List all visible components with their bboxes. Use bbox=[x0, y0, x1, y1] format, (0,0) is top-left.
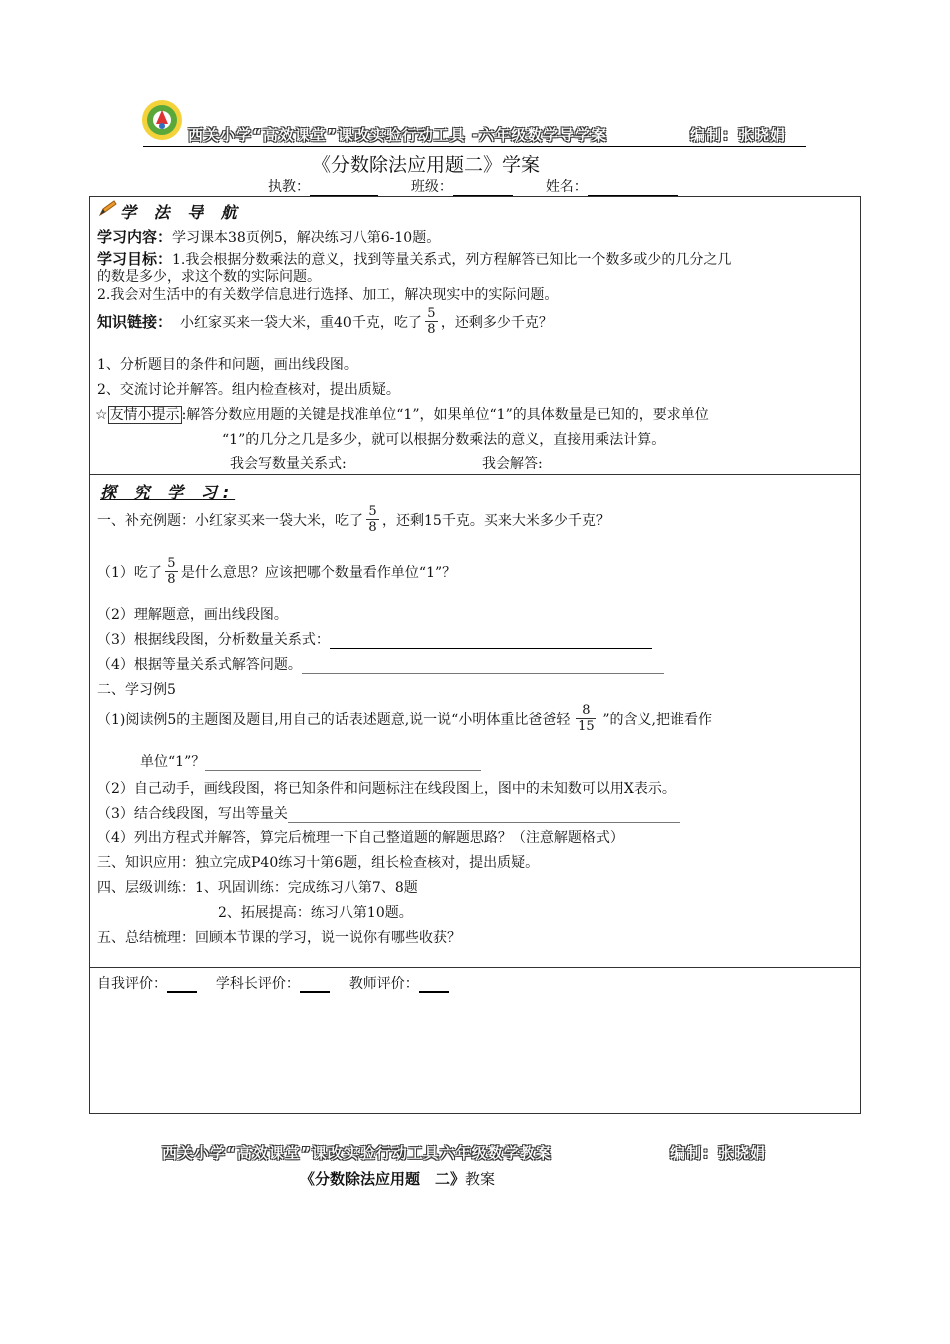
footer-title bbox=[300, 1168, 495, 1189]
step1-text: 1、分析题目的条件和问题，画出线段图。 bbox=[97, 357, 358, 373]
pencil-icon bbox=[98, 199, 118, 221]
p5-text: 五、总结梳理：回顾本节课的学习，说一说你有哪些收获？ bbox=[97, 930, 461, 946]
header-rule bbox=[143, 146, 806, 147]
teacher-label: 执教： bbox=[268, 179, 310, 195]
self-eval-blank[interactable] bbox=[167, 976, 197, 993]
q4-blank[interactable] bbox=[302, 658, 664, 674]
tip-line bbox=[95, 404, 709, 424]
explore-heading: 探 究 学 习: bbox=[100, 483, 236, 502]
goal-label: 学习目标： bbox=[97, 250, 173, 268]
fraction-5-8-c: $\frac{5}{8}$ bbox=[165, 556, 178, 587]
e1-blank[interactable] bbox=[205, 755, 481, 771]
e1-text-b: ”的含义,把谁看作 bbox=[602, 711, 712, 728]
guide-heading: 学 法 导 航 bbox=[120, 203, 243, 222]
row-divider-2 bbox=[89, 967, 861, 968]
q1-text-b: 是什么意思？应该把哪个数量看作单位“1”？ bbox=[180, 564, 457, 581]
content-line bbox=[97, 226, 440, 247]
p3-text: 三、知识应用：独立完成P40练习十第6题，组长检查核对，提出质疑。 bbox=[97, 855, 540, 871]
p4b-text: 2、拓展提高：练习八第10题。 bbox=[218, 905, 413, 921]
e3-blank[interactable] bbox=[288, 807, 680, 823]
teacher-blank[interactable] bbox=[310, 181, 378, 196]
fraction-5-8: $\frac{5}{8}$ bbox=[425, 306, 438, 337]
step2-text: 2、交流讨论并解答。组内检查核对，提出质疑。 bbox=[97, 382, 400, 398]
teacher-eval-blank[interactable] bbox=[419, 976, 449, 993]
q1-text-a: （1）吃了 bbox=[97, 564, 162, 581]
header-editor: 编制：张晓娟 bbox=[690, 126, 787, 144]
name-blank[interactable] bbox=[588, 181, 678, 196]
p2-text: 二、学习例5 bbox=[97, 682, 176, 698]
p1-text-b: ，还剩15千克。买来大米多少千克？ bbox=[382, 512, 610, 529]
school-logo bbox=[140, 98, 184, 142]
p1-line bbox=[97, 504, 610, 535]
teacher-eval-label: 教师评价： bbox=[348, 976, 419, 992]
goal1-text-b: 的数是多少，求这个数的实际问题。 bbox=[97, 269, 321, 285]
e1-line bbox=[97, 703, 712, 734]
footer-title-tail: 教案 bbox=[465, 1170, 496, 1188]
link-label: 知识链接： bbox=[97, 313, 173, 331]
e2-text: （2）自己动手，画线段图，将已知条件和问题标注在线段图上，图中的未知数可以用X表示。 bbox=[97, 781, 676, 797]
fraction-5-8-b: $\frac{5}{8}$ bbox=[366, 504, 379, 535]
content-label: 学习内容： bbox=[97, 228, 173, 246]
footer-editor: 编制：张晓娟 bbox=[670, 1144, 767, 1162]
q1-line bbox=[97, 556, 456, 587]
e1-text-c: 单位“1”？ bbox=[140, 754, 206, 770]
e1-text-a: （1)阅读例5的主题图及题目,用自己的话表述题意,说一说“小明体重比爸爸轻 bbox=[97, 711, 571, 728]
e3-text: （3）结合线段图，写出等量关 bbox=[97, 806, 288, 822]
info-line bbox=[268, 176, 678, 196]
tip-text-a: :解答分数应用题的关键是找准单位“1”，如果单位“1”的具体数量是已知的，要求单位 bbox=[181, 407, 709, 423]
p1-text-a: 一、补充例题：小红家买来一袋大米，吃了 bbox=[97, 512, 363, 529]
page-title: 《分数除法应用题二》学案 bbox=[312, 154, 541, 176]
class-blank[interactable] bbox=[453, 181, 513, 196]
fraction-8-15: $\frac{8}{15}$ bbox=[578, 703, 595, 734]
link-text-b: ，还剩多少千克？ bbox=[440, 314, 553, 331]
q2-text: （2）理解题意，画出线段图。 bbox=[97, 607, 288, 623]
write-relation-label: 我会写数量关系式: bbox=[230, 456, 347, 472]
p4-text: 四、层级训练：1、巩固训练：完成练习八第7、8题 bbox=[97, 880, 418, 896]
name-label: 姓名： bbox=[545, 179, 588, 195]
q4-line bbox=[97, 654, 664, 674]
footer-title-bold: 《分数除法应用题 二》 bbox=[300, 1170, 466, 1188]
q3-blank[interactable] bbox=[330, 633, 652, 649]
e4-text: （4）列出方程式并解答，算完后梳理一下自己整道题的解题思路？（注意解题格式） bbox=[97, 830, 624, 846]
q4-text: （4）根据等量关系式解答问题。 bbox=[97, 657, 302, 673]
leader-eval-label: 学科长评价： bbox=[215, 976, 300, 992]
goal1-text-a: 1.我会根据分数乘法的意义，找到等量关系式，列方程解答已知比一个数多或少的几分之几 bbox=[172, 252, 732, 268]
goal2-text: 2.我会对生活中的有关数学信息进行选择、加工，解决现实中的实际问题。 bbox=[97, 287, 559, 303]
star-icon: ☆ bbox=[95, 407, 108, 423]
link-text-a: 小红家买来一袋大米，重40千克，吃了 bbox=[180, 314, 422, 331]
class-label: 班级： bbox=[410, 179, 453, 195]
footer-text: 西关小学“高效课堂”课改实验行动工具六年级数学教案 bbox=[162, 1144, 552, 1162]
q3-text: （3）根据线段图，分析数量关系式： bbox=[97, 632, 330, 648]
e1c-line bbox=[140, 751, 481, 771]
write-answer-label: 我会解答: bbox=[482, 456, 543, 472]
q3-line bbox=[97, 629, 652, 649]
eval-line bbox=[97, 973, 449, 993]
tip-text-b: “1”的几分之几是多少，就可以根据分数乘法的意义，直接用乘法计算。 bbox=[222, 432, 666, 448]
self-eval-label: 自我评价： bbox=[97, 976, 167, 992]
row-divider-1 bbox=[89, 474, 861, 475]
content-text: 学习课本38页例5，解决练习八第6-10题。 bbox=[172, 230, 441, 246]
leader-eval-blank[interactable] bbox=[300, 976, 330, 993]
tip-label: 友情小提示 bbox=[109, 407, 180, 423]
link-line bbox=[97, 306, 553, 337]
e3-line bbox=[97, 803, 680, 823]
header-text: 西关小学“高效课堂”课改实验行动工具 -六年级数学导学案 bbox=[188, 126, 608, 144]
